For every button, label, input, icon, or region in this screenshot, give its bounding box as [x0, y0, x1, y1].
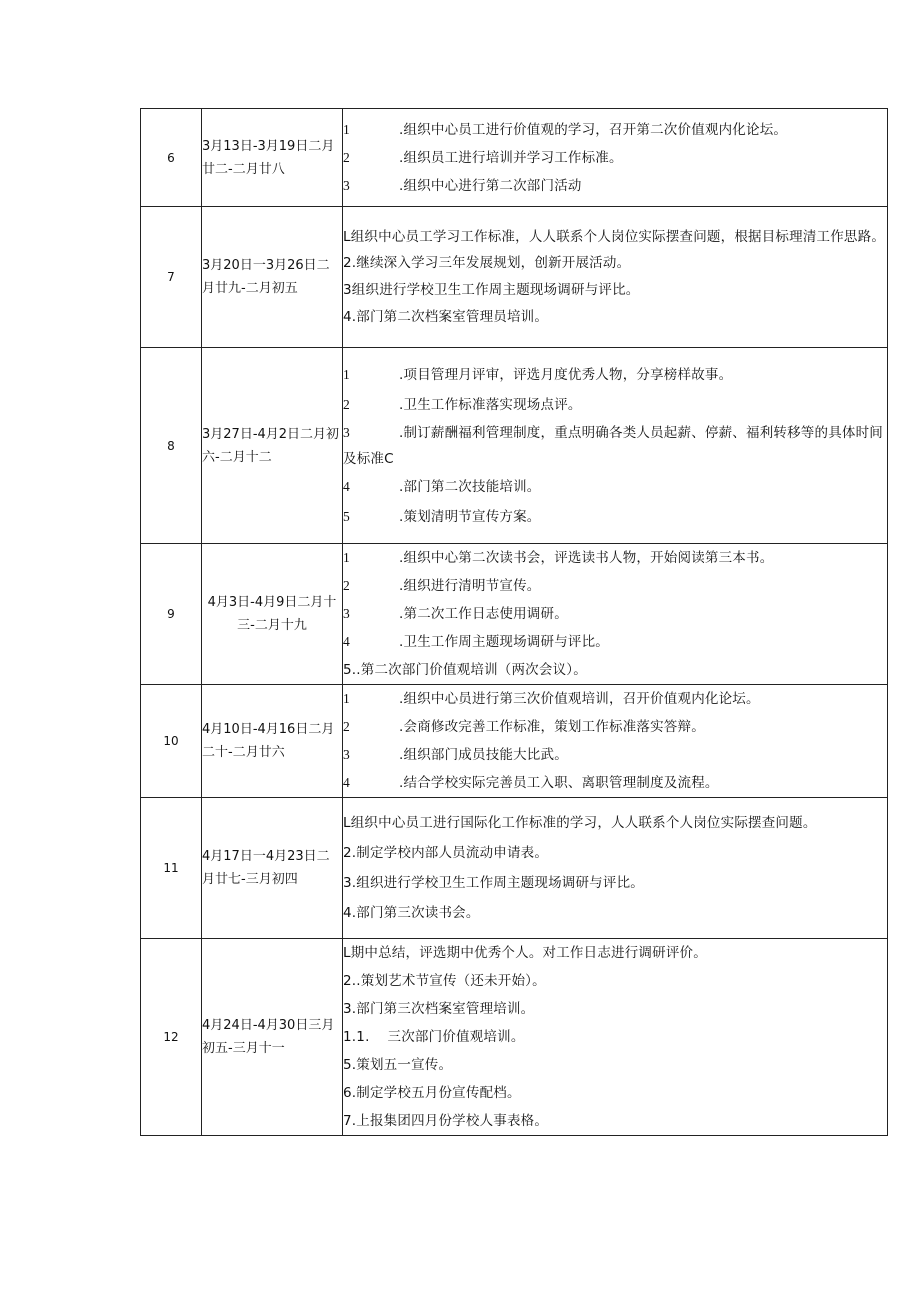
- task-number: 1: [343, 550, 350, 565]
- task-text: .组织中心进行第二次部门活动: [399, 177, 582, 194]
- task-item: 1.1. 三次部门价值观培训。: [343, 1029, 525, 1045]
- task-item: [343, 572, 887, 600]
- task-item: [343, 741, 887, 769]
- week-number: 7: [141, 207, 202, 348]
- date-range: 3月13日-3月19日二月廿二-二月廿八: [202, 109, 343, 207]
- task-item: L期中总结，评选期中优秀个人。对工作日志进行调研评价。: [343, 945, 707, 961]
- task-number: 4: [343, 775, 350, 790]
- task-item: 5..第二次部门价值观培训（两次会议）。: [343, 662, 587, 678]
- task-item: [343, 420, 887, 472]
- task-list: [343, 207, 888, 348]
- date-range: 4月3日-4月9日二月十三-二月十九: [202, 544, 343, 685]
- task-text: .卫生工作周主题现场调研与评比。: [399, 634, 609, 650]
- task-item: [343, 172, 887, 200]
- table-row: [141, 685, 888, 798]
- task-text: .组织进行清明节宣传。: [399, 578, 541, 594]
- task-item: [343, 502, 887, 532]
- task-text: .会商修改完善工作标准，策划工作标准落实答辩。: [399, 719, 705, 735]
- task-text: .制订薪酬福利管理制度，重点明确各类人员起薪、停薪、福利转移等的具体时间及标准C: [343, 424, 883, 467]
- task-item: 3.组织进行学校卫生工作周主题现场调研与评比。: [343, 875, 644, 891]
- task-item: [343, 472, 887, 502]
- task-number: 4: [343, 478, 350, 494]
- table-row: [141, 207, 888, 348]
- task-item: [343, 628, 887, 656]
- week-number: 9: [141, 544, 202, 685]
- task-number: 1: [343, 121, 350, 137]
- task-item: 6.制定学校五月份宣传配档。: [343, 1085, 521, 1101]
- task-number: 4: [343, 634, 350, 649]
- date-range: 3月27日-4月2日二月初六-二月十二: [202, 348, 343, 544]
- table-row: [141, 798, 888, 939]
- task-text: .第二次工作日志使用调研。: [399, 606, 568, 622]
- task-item: L组织中心员工进行国际化工作标准的学习，人人联系个人岗位实际摆查问题。: [343, 815, 817, 831]
- week-number: 8: [141, 348, 202, 544]
- task-text: .组织部门成员技能大比武。: [399, 747, 568, 763]
- task-item: [343, 544, 887, 572]
- task-item: 7.上报集团四月份学校人事表格。: [343, 1113, 549, 1129]
- task-text: .策划清明节宣传方案。: [399, 508, 541, 525]
- task-item: 4.部门第二次档案室管理员培训。: [343, 308, 549, 325]
- task-item: L组织中心员工学习工作标准，人人联系个人岗位实际摆查问题，根据目标理清工作思路。: [343, 228, 886, 245]
- task-list: [343, 544, 888, 685]
- task-list: [343, 348, 888, 544]
- task-number: 3: [343, 606, 350, 621]
- work-plan-body: [141, 109, 888, 1136]
- task-list: [343, 939, 888, 1136]
- task-text: .项目管理月评审，评选月度优秀人物，分享榜样故事。: [399, 366, 733, 383]
- task-text: .部门第二次技能培训。: [399, 478, 541, 495]
- task-text: .组织中心员工进行价值观的学习，召开第二次价值观内化论坛。: [399, 121, 788, 138]
- table-row: [141, 939, 888, 1136]
- task-item: [343, 390, 887, 420]
- task-number: 1: [343, 366, 350, 382]
- task-number: 3: [343, 747, 350, 762]
- task-number: 2: [343, 149, 350, 165]
- task-list: [343, 109, 888, 207]
- task-list: [343, 798, 888, 939]
- task-number: 2: [343, 578, 350, 593]
- date-range: 4月24日-4月30日三月初五-三月十一: [202, 939, 343, 1136]
- task-item: [343, 713, 887, 741]
- task-item: 5.策划五一宣传。: [343, 1057, 453, 1073]
- task-text: .卫生工作标准落实现场点评。: [399, 396, 582, 413]
- task-item: 3组织进行学校卫生工作周主题现场调研与评比。: [343, 281, 640, 298]
- week-number: 10: [141, 685, 202, 798]
- task-text: .结合学校实际完善员工入职、离职管理制度及流程。: [399, 775, 719, 791]
- date-range: 4月10日-4月16日二月二十-二月廿六: [202, 685, 343, 798]
- week-number: 12: [141, 939, 202, 1136]
- task-item: [343, 116, 887, 144]
- task-list: [343, 685, 888, 798]
- table-row: [141, 348, 888, 544]
- task-text: .组织员工进行培训并学习工作标准。: [399, 149, 623, 166]
- date-range: 3月20日一3月26日二月廿九-二月初五: [202, 207, 343, 348]
- week-number: 11: [141, 798, 202, 939]
- task-item: 2..策划艺术节宣传（还未开始）。: [343, 973, 546, 989]
- task-text: .组织中心第二次读书会，评选读书人物，开始阅读第三本书。: [399, 550, 774, 566]
- task-item: [343, 144, 887, 172]
- date-range: 4月17日一4月23日二月廿七-三月初四: [202, 798, 343, 939]
- table-row: [141, 544, 888, 685]
- task-item: [343, 600, 887, 628]
- task-item: [343, 360, 887, 390]
- task-item: [343, 685, 887, 713]
- task-number: 5: [343, 508, 350, 524]
- task-item: 4.部门第三次读书会。: [343, 905, 480, 921]
- task-item: 3.部门第三次档案室管理培训。: [343, 1001, 535, 1017]
- task-item: 2.制定学校内部人员流动申请表。: [343, 845, 549, 861]
- task-item: [343, 769, 887, 797]
- table-row: [141, 109, 888, 207]
- work-plan-table: [140, 108, 888, 1136]
- task-item: 2.继续深入学习三年发展规划，创新开展活动。: [343, 254, 631, 271]
- task-text: .组织中心员进行第三次价值观培训，召开价值观内化论坛。: [399, 691, 760, 707]
- task-number: 3: [343, 177, 350, 193]
- task-number: 3: [343, 424, 350, 440]
- week-number: 6: [141, 109, 202, 207]
- task-number: 1: [343, 691, 350, 706]
- task-number: 2: [343, 719, 350, 734]
- task-number: 2: [343, 396, 350, 412]
